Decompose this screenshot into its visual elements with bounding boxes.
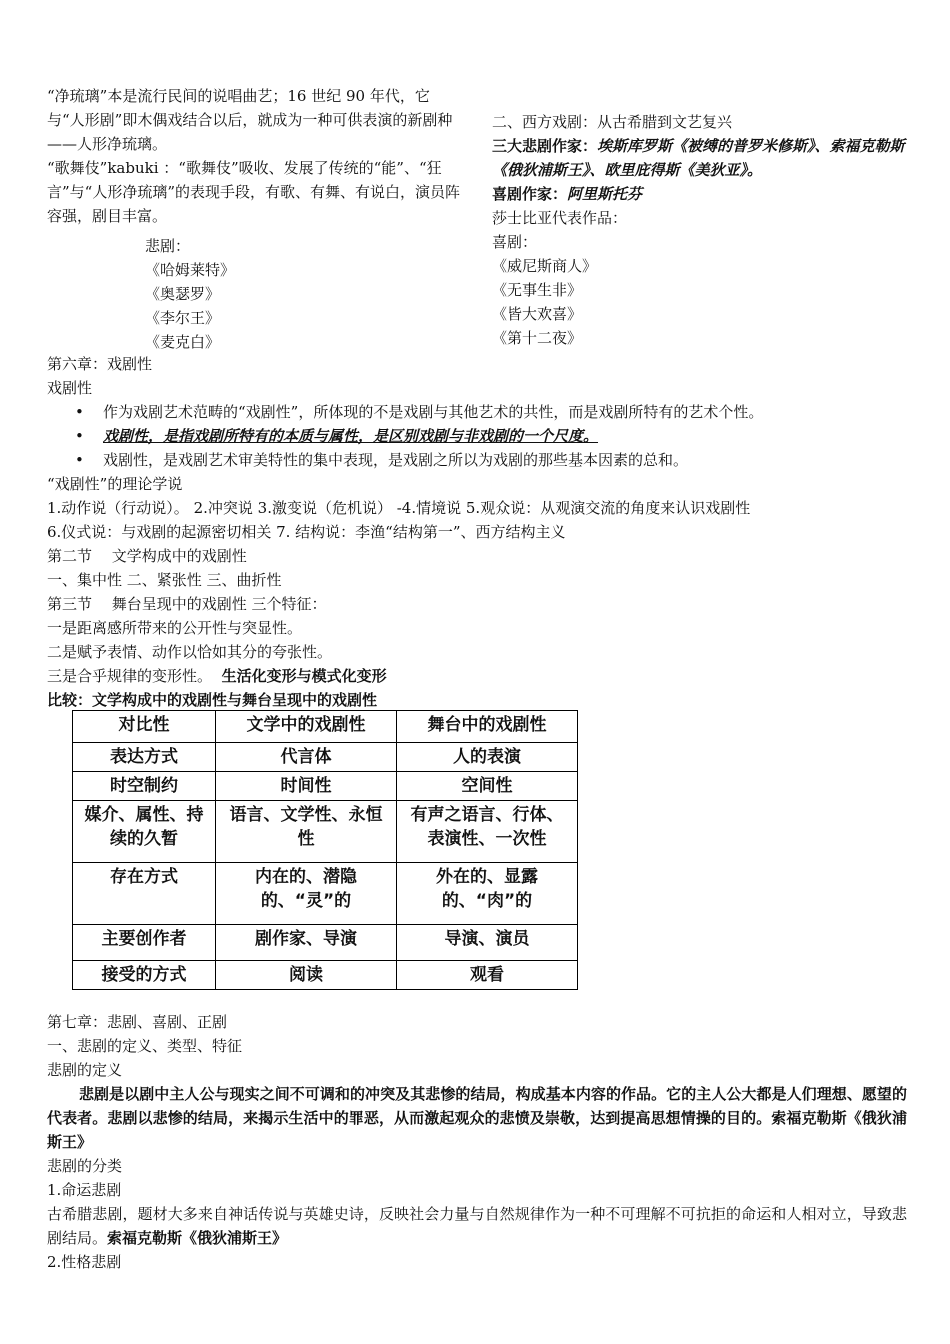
- tragedy-heading: 悲剧：: [145, 237, 191, 255]
- shakespeare-heading: 莎士比亚代表作品：: [492, 209, 628, 227]
- tragedy-item: 《麦克白》: [145, 333, 221, 351]
- table-cell: 存在方式: [73, 863, 216, 925]
- table-cell: 空间性: [397, 772, 578, 801]
- table-cell: 语言、文学性、永恒性: [216, 801, 397, 863]
- comedy-item: 《第十二夜》: [492, 329, 583, 347]
- section2-items: 一、集中性 二、紧张性 三、曲折性: [47, 571, 282, 589]
- shakespeare-tragedies: [145, 234, 235, 354]
- left-column: [47, 84, 465, 228]
- comedy-heading: 喜剧：: [492, 233, 538, 251]
- table-cell: 观看: [397, 961, 578, 990]
- section3-title: 第三节 舞台呈现中的戏剧性 三个特征：: [47, 595, 327, 613]
- fate-tragedy-text: [47, 1202, 907, 1250]
- comparison-table: [72, 710, 578, 990]
- chapter7-subtitle: 一、悲剧的定义、类型、特征: [47, 1037, 243, 1055]
- section2-title: 第二节 文学构成中的戏剧性: [47, 547, 247, 565]
- feature3-bold: 生活化变形与模式化变形: [221, 667, 387, 685]
- classification-heading: 悲剧的分类: [47, 1157, 123, 1175]
- tragedy-item: 《哈姆莱特》: [145, 261, 236, 279]
- theory-line: 6.仪式说：与戏剧的起源密切相关 7. 结构说：李渔“结构第一”、西方结构主义: [47, 523, 566, 541]
- table-cell: 导演、演员: [397, 925, 578, 961]
- table-cell: 主要创作者: [73, 925, 216, 961]
- tragedy-definition: 悲剧是以剧中主人公与现实之间不可调和的冲突及其悲惨的结局，构成基本内容的作品。它的主人公大都是人们理想、愿望的代表者。悲剧以悲惨的结局，来揭示生活中的罪恶，从而激起观众的悲愤及崇敬，达到提高思想情操的目的。索福克勒斯《俄狄浦斯王》: [47, 1085, 907, 1151]
- feature3-text: 三是合乎规律的变形性。: [47, 667, 213, 685]
- theory-title: “戏剧性”的理论学说: [47, 475, 183, 493]
- table-cell: 接受的方式: [73, 961, 216, 990]
- table-cell: 有声之语言、行体、表演性、一次性: [397, 801, 578, 863]
- comedy-item: 《无事生非》: [492, 281, 583, 299]
- table-header-cell: 文学中的戏剧性: [216, 711, 397, 743]
- bullet-item: [47, 448, 907, 472]
- feature-line: 二是赋予表情、动作以恰如其分的夸张性。: [47, 643, 333, 661]
- table-cell: 人的表演: [397, 743, 578, 772]
- fate-tragedy-title: 1.命运悲剧: [47, 1181, 122, 1199]
- bullet-icon: •: [75, 403, 84, 421]
- theory-line: 1.动作说（行动说）。 2.冲突说 3.激变说（危机说） -4.情境说 5.观众说：从观演交流的角度来认识戏剧性: [47, 499, 751, 517]
- tragedians-text: 埃斯库罗斯《被缚的普罗米修斯》、索福克勒斯《俄狄浦斯王》、欧里庇得斯《美狄亚》。: [492, 137, 905, 179]
- comedy-text: 阿里斯托芬: [567, 185, 643, 203]
- table-row: [73, 961, 578, 990]
- bullet-text: 戏剧性，是指戏剧所特有的本质与属性，是区别戏剧与非戏剧的一个尺度。: [103, 427, 599, 445]
- table-header-cell: 对比性: [73, 711, 216, 743]
- kabuki-paragraph: “歌舞伎”kabuki ：“歌舞伎”吸收、发展了传统的“能”、“狂言”与“人形净琉璃”的表现手段，有歌、有舞、有说白，演员阵容强，剧目丰富。: [47, 159, 461, 225]
- bullet-text: 作为戏剧艺术范畴的“戏剧性”，所体现的不是戏剧与其他艺术的共性，而是戏剧所特有的艺术个性。: [103, 403, 764, 421]
- comedy-label: 喜剧作家：: [492, 185, 568, 203]
- table-header-cell: 舞台中的戏剧性: [397, 711, 578, 743]
- feature-line: [47, 664, 387, 688]
- table-cell: 时间性: [216, 772, 397, 801]
- table-cell: 媒介、属性、持续的久暂: [73, 801, 216, 863]
- table-row: [73, 772, 578, 801]
- fate-bold: 索福克勒斯《俄狄浦斯王》: [107, 1229, 288, 1247]
- table-cell: 时空制约: [73, 772, 216, 801]
- compare-title: 比较：文学构成中的戏剧性与舞台呈现中的戏剧性: [47, 691, 378, 709]
- dramatic-bullets: [47, 400, 907, 472]
- bullet-icon: •: [75, 451, 84, 469]
- tragedy-item: 《李尔王》: [145, 309, 221, 327]
- fate-text: 古希腊悲剧，题材大多来自神话传说与英雄史诗，反映社会力量与自然规律作为一种不可理解不可抗拒的命运和人相对立，导致悲剧结局。: [47, 1205, 907, 1247]
- chapter6-subtitle: 戏剧性: [47, 379, 93, 397]
- tragedians-label: 三大悲剧作家：: [492, 137, 598, 155]
- chapter6-title: 第六章：戏剧性: [47, 355, 153, 373]
- table-row: [73, 801, 578, 863]
- table-cell: 阅读: [216, 961, 397, 990]
- character-tragedy-title: 2.性格悲剧: [47, 1253, 122, 1271]
- table-row: [73, 743, 578, 772]
- bullet-item: [47, 400, 907, 424]
- comedy-writer-line: [492, 182, 912, 206]
- table-cell: 外在的、显露的、“肉”的: [397, 863, 578, 925]
- table-header-row: [73, 711, 578, 743]
- table-cell: 表达方式: [73, 743, 216, 772]
- table-cell: 剧作家、导演: [216, 925, 397, 961]
- comedy-item: 《威尼斯商人》: [492, 257, 598, 275]
- bullet-text: 戏剧性，是戏剧艺术审美特性的集中表现，是戏剧之所以为戏剧的那些基本因素的总和。: [103, 451, 689, 469]
- western-drama-heading: 二、西方戏剧：从古希腊到文艺复兴: [492, 113, 733, 131]
- right-column: [492, 110, 912, 350]
- table-row: [73, 863, 578, 925]
- comedy-item: 《皆大欢喜》: [492, 305, 583, 323]
- table-cell: 代言体: [216, 743, 397, 772]
- tragedians-line: [492, 134, 912, 182]
- table-row: [73, 925, 578, 961]
- chapter7-title: 第七章：悲剧、喜剧、正剧: [47, 1013, 228, 1031]
- table-cell: 内在的、潜隐的、“灵”的: [216, 863, 397, 925]
- bullet-item: [47, 424, 907, 448]
- definition-heading: 悲剧的定义: [47, 1061, 123, 1079]
- feature-line: 一是距离感所带来的公开性与突显性。: [47, 619, 303, 637]
- tragedy-item: 《奥瑟罗》: [145, 285, 221, 303]
- joruri-paragraph: “净琉璃”本是流行民间的说唱曲艺；16 世纪 90 年代，它与“人形剧”即木偶戏结合以后，就成为一种可供表演的新剧种——人形净琉璃。: [47, 87, 453, 153]
- bullet-icon: •: [75, 427, 84, 445]
